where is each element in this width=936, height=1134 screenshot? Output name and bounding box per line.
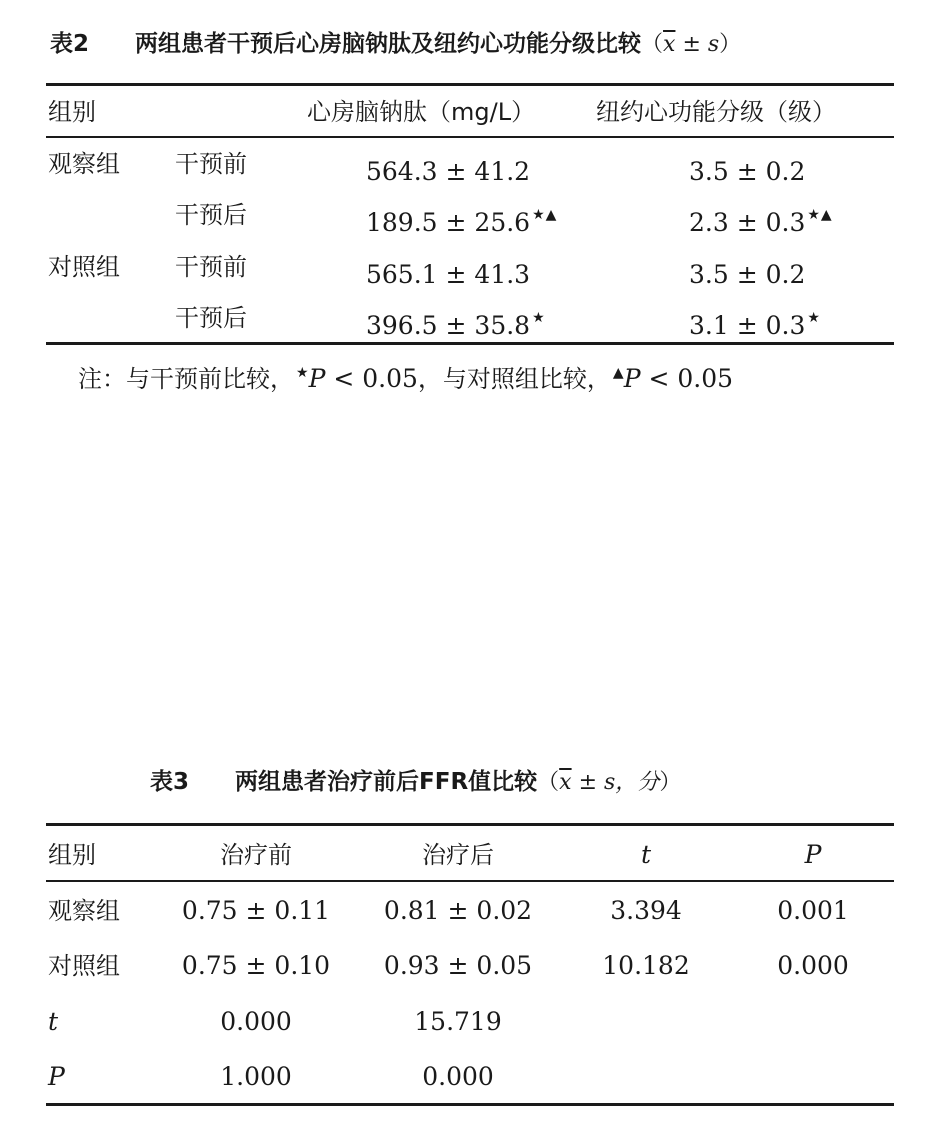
triangle-mark: ▲ — [612, 365, 624, 381]
table3-header-group: 组别 — [48, 841, 96, 869]
table2-header-bnp: 心房脑钠肽（mg/L） — [307, 98, 536, 126]
significance-mark: ★▲ — [532, 207, 558, 223]
significance-mark: ★ — [532, 310, 546, 326]
table2-row-group: 对照组 — [48, 253, 120, 281]
table3-header-before: 治疗前 — [220, 841, 292, 869]
table2-row-group: 观察组 — [48, 150, 120, 178]
table2-footnote: 注：与干预前比较， ★P < 0.05，与对照组比较， ▲P < 0.05 — [78, 364, 734, 393]
table3-top-rule — [46, 823, 894, 826]
table3-cell-group: t — [48, 1007, 59, 1036]
significance-mark: ★▲ — [807, 207, 833, 223]
table2-row-phase: 干预前 — [175, 253, 247, 281]
table2-cell-nyha: 3.5 ± 0.2 — [689, 260, 806, 289]
table3-cell-before: 1.000 — [220, 1062, 292, 1091]
table2-bottom-rule — [46, 342, 894, 345]
table2-cell-bnp: 396.5 ± 35.8 ★ — [366, 310, 546, 340]
table2-row-phase: 干预前 — [175, 150, 247, 178]
table3-label: 表3 — [150, 769, 190, 795]
table2-label: 表2 — [50, 31, 90, 57]
table3-cell-before: 0.75 ± 0.10 — [181, 951, 331, 980]
table3-stat-notation: （$\overline{x} \pm s$，分） — [537, 770, 682, 795]
table3-caption — [150, 762, 681, 803]
table2-header-rule — [46, 136, 894, 138]
table2-cell-nyha: 2.3 ± 0.3 ★▲ — [689, 207, 833, 237]
table3-cell-after: 0.93 ± 0.05 — [383, 951, 533, 980]
table3-cell-after: 0.000 — [422, 1062, 494, 1091]
table3-cell-t: 10.182 — [602, 951, 690, 980]
table3-bottom-rule — [46, 1103, 894, 1106]
significance-mark: ★ — [807, 310, 821, 326]
table2-cell-nyha: 3.5 ± 0.2 — [689, 157, 806, 186]
table3-cell-p: 0.001 — [777, 896, 849, 925]
table3-cell-group: 观察组 — [48, 897, 120, 925]
table2-header-group: 组别 — [48, 98, 96, 126]
table2-top-rule — [46, 83, 894, 86]
table3-header-p: P — [804, 840, 822, 869]
star-mark: ★ — [296, 365, 309, 381]
table2-row-phase: 干预后 — [175, 304, 247, 332]
table2-caption — [50, 24, 741, 65]
table2-header-nyha: 纽约心功能分级（级） — [596, 98, 836, 126]
table3-cell-before: 0.000 — [220, 1007, 292, 1036]
table2-cell-bnp: 564.3 ± 41.2 — [366, 157, 531, 186]
table3-cell-before: 0.75 ± 0.11 — [181, 896, 331, 925]
table3-title: 两组患者治疗前后FFR值比较 — [235, 769, 538, 795]
table3-cell-p: 0.000 — [777, 951, 849, 980]
table2-title: 两组患者干预后心房脑钠肽及纽约心功能分级比较 — [135, 31, 642, 57]
table3-cell-after: 0.81 ± 0.02 — [383, 896, 533, 925]
table3-cell-group: P — [48, 1062, 65, 1091]
table3-header-rule — [46, 880, 894, 882]
table3-cell-after: 15.719 — [414, 1007, 502, 1036]
table3-cell-group: 对照组 — [48, 952, 120, 980]
table3-header-after: 治疗后 — [422, 841, 494, 869]
table3-header-t: t — [640, 840, 652, 869]
table2-cell-bnp: 189.5 ± 25.6 ★▲ — [366, 207, 558, 237]
table2-row-phase: 干预后 — [175, 201, 247, 229]
table3-cell-t: 3.394 — [610, 896, 682, 925]
table2-cell-bnp: 565.1 ± 41.3 — [366, 260, 531, 289]
table2-cell-nyha: 3.1 ± 0.3 ★ — [689, 310, 821, 340]
table2-stat-notation: $(\overline{x} \pm s)$ — [641, 32, 742, 57]
